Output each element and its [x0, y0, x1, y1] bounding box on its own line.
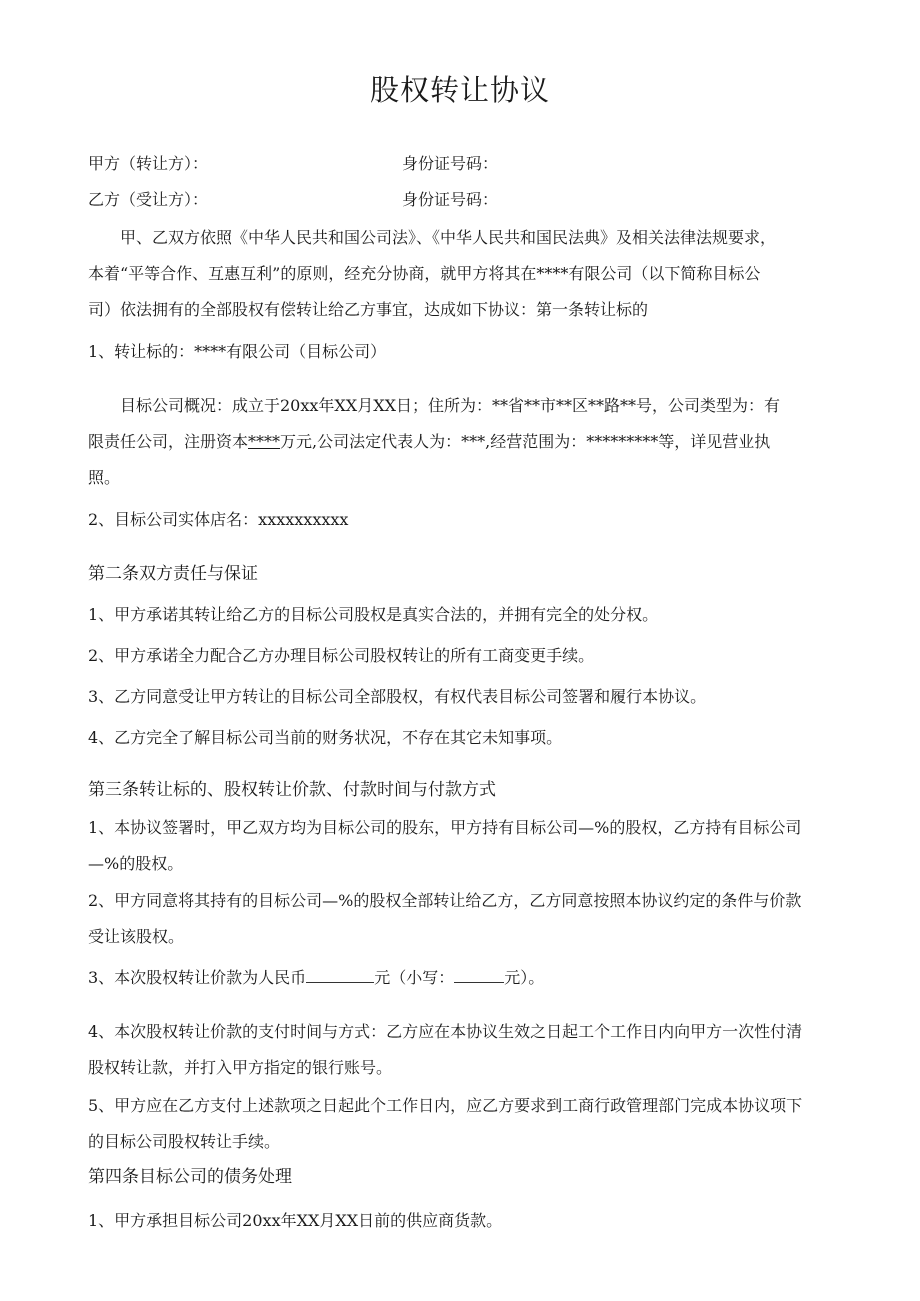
article4-heading: 第四条目标公司的债务处理: [88, 1167, 292, 1187]
price-blank: [306, 968, 374, 983]
article1-item1: 1、转让标的：****有限公司（目标公司）: [88, 342, 387, 361]
article2-item-4: 4、乙方完全了解目标公司当前的财务状况，不存在其它未知事项。: [88, 728, 563, 747]
article2-item-2: 2、甲方承诺全力配合乙方办理目标公司股权转让的所有工商变更手续。: [88, 646, 595, 665]
party-a-id-label: 身份证号码：: [402, 154, 499, 173]
price-lowercase-label: 元（小写：: [374, 968, 455, 987]
overview-line-2-post: 万元,公司法定代表人为：***,经营范围为：*********等，详见营业执: [280, 432, 771, 451]
article1-overview-line-3: 照。: [88, 468, 121, 487]
article3-heading: 第三条转让标的、股权转让价款、付款时间与付款方式: [88, 780, 496, 800]
party-b-label: 乙方（受让方）：: [88, 190, 209, 209]
article1-overview-line-2: [88, 432, 770, 452]
document-title: 股权转让协议: [369, 73, 550, 107]
price-end: 元）。: [504, 968, 545, 987]
article1-item2: 2、目标公司实体店名：xxxxxxxxxx: [88, 510, 349, 529]
article3-item1-line-2: —%的股权。: [88, 854, 184, 873]
article3-item4-line-1: 4、本次股权转让价款的支付时间与方式：乙方应在本协议生效之日起工个工作日内向甲方一次性付清: [88, 1022, 803, 1041]
article2-heading: 第二条双方责任与保证: [88, 564, 258, 584]
party-b-id-label: 身份证号码：: [402, 190, 499, 209]
article4-item1: 1、甲方承担目标公司20xx年XX月XX日前的供应商货款。: [88, 1211, 503, 1230]
registered-capital-value: ****: [248, 432, 281, 451]
article3-item2-line-2: 受让该股权。: [88, 927, 185, 946]
article3-item1-line-1: 1、本协议签署时，甲乙双方均为目标公司的股东，甲方持有目标公司—%的股权，乙方持有目标公司: [88, 818, 802, 837]
intro-line-2: 本着“平等合作、互惠互利”的原则，经充分协商，就甲方将其在****有限公司（以下简称目标公: [88, 264, 761, 283]
price-lowercase-blank: [454, 968, 504, 983]
party-a-label: 甲方（转让方）：: [88, 154, 209, 173]
overview-line-2-pre: 限责任公司，注册资本: [88, 432, 249, 451]
article3-item3: [88, 968, 544, 988]
intro-line-3: 司）依法拥有的全部股权有偿转让给乙方事宜，达成如下协议：第一条转让标的: [88, 300, 649, 319]
article3-item5-line-1: 5、甲方应在乙方支付上述款项之日起此个工作日内，应乙方要求到工商行政管理部门完成本协议项下: [88, 1096, 803, 1115]
intro-line-1: 甲、乙双方依照《中华人民共和国公司法》、《中华人民共和国民法典》及相关法律法规要求，: [120, 228, 777, 247]
article1-overview-line-1: 目标公司概况：成立于20xx年XX月XX日；住所为：**省**市**区**路**号，公司类型为：有: [120, 396, 780, 415]
article3-item4-line-2: 股权转让款，并打入甲方指定的银行账号。: [88, 1058, 393, 1077]
article2-item-3: 3、乙方同意受让甲方转让的目标公司全部股权，有权代表目标公司签署和履行本协议。: [88, 687, 707, 706]
article2-item-1: 1、甲方承诺其转让给乙方的目标公司股权是真实合法的，并拥有完全的处分权。: [88, 605, 659, 624]
price-label: 3、本次股权转让价款为人民币: [88, 968, 307, 987]
article3-item2-line-1: 2、甲方同意将其持有的目标公司—%的股权全部转让给乙方，乙方同意按照本协议约定的条件与价款: [88, 891, 802, 910]
article3-item5-line-2: 的目标公司股权转让手续。: [88, 1132, 281, 1151]
